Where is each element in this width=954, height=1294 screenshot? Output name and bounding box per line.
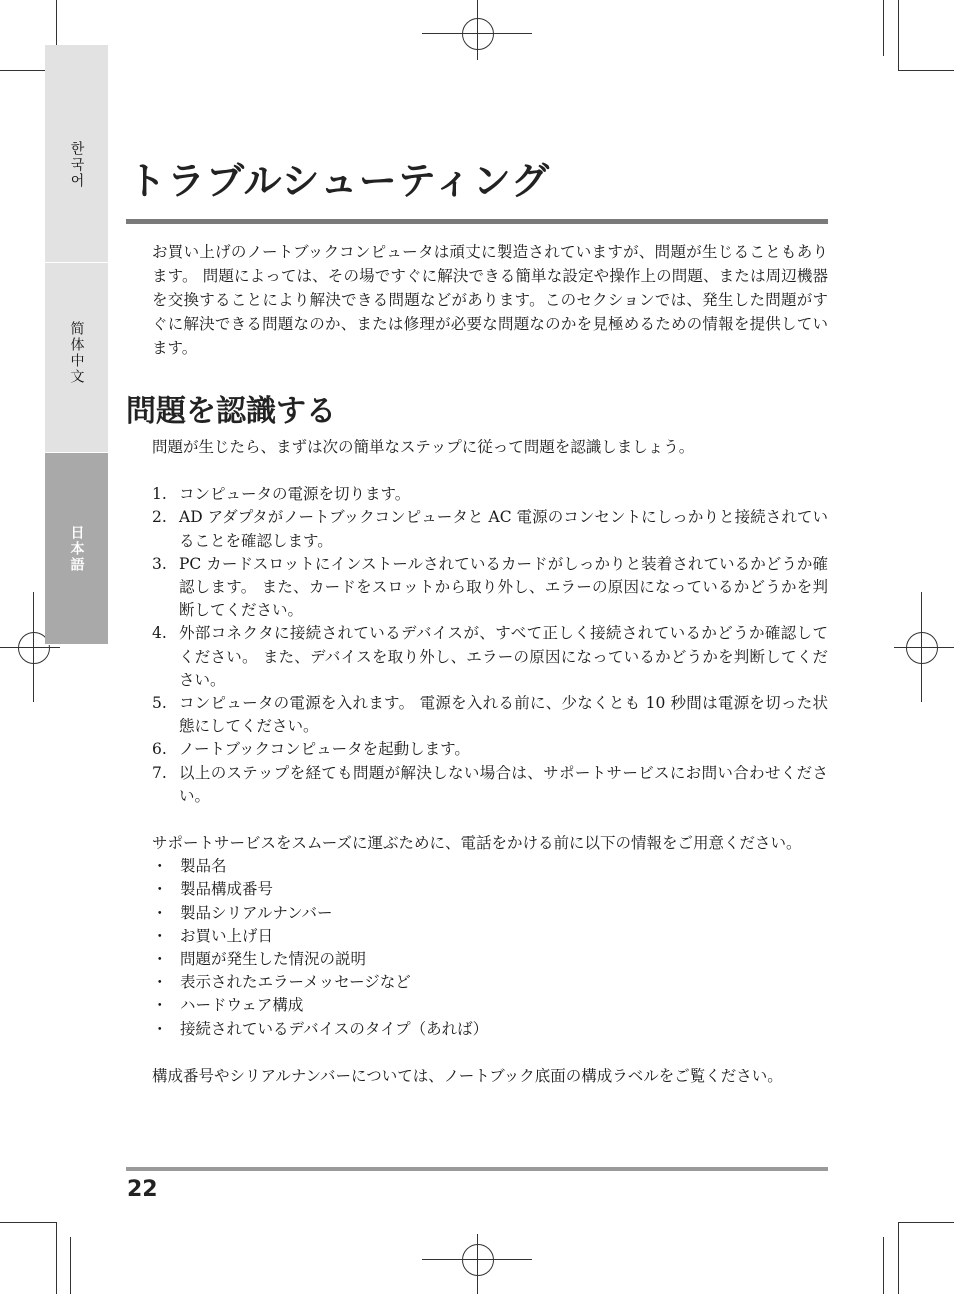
- closing-paragraph: 構成番号やシリアルナンバーについては、ノートブック底面の構成ラベルをご覧ください。: [152, 1066, 783, 1085]
- list-item: [152, 994, 828, 1017]
- crop-mark: [898, 70, 954, 71]
- step-text: コンピュータの電源を切ります。: [179, 485, 411, 504]
- intro-block: [152, 240, 828, 360]
- required-info-list: [152, 855, 828, 1041]
- crop-mark: [56, 1222, 57, 1294]
- bullet-icon: ・: [152, 857, 168, 876]
- language-tab-label: 日本語: [68, 525, 85, 573]
- list-item: [152, 855, 828, 878]
- registration-mark: [462, 1244, 494, 1276]
- list-item-text: お買い上げ日: [180, 926, 274, 945]
- list-item-text: 製品名: [180, 857, 227, 876]
- step-text: PC カードスロットにインストールされているカードがしっかりと装着されているかどうか確認します。 また、カードをスロットから取り外し、エラーの原因になっているかどうかを判断してください。: [179, 554, 828, 620]
- step-item: [152, 692, 828, 738]
- crop-mark: [0, 1222, 56, 1223]
- step-number: 5.: [152, 694, 167, 713]
- list-item: [152, 878, 828, 901]
- step-item: [152, 762, 828, 808]
- language-tab-chinese[interactable]: [45, 263, 108, 453]
- step-text: AD アダプタがノートブックコンピュータと AC 電源のコンセントにしっかりと接続されていることを確認します。: [179, 508, 828, 550]
- registration-mark: [0, 647, 60, 648]
- registration-mark: [477, 1234, 478, 1294]
- step-text: 以上のステップを経ても問題が解決しない場合は、サポートサービスにお問い合わせください。: [179, 763, 828, 805]
- footer-divider: [126, 1167, 828, 1171]
- bullet-icon: ・: [152, 950, 168, 969]
- list-item-text: 製品構成番号: [180, 880, 274, 899]
- step-number: 4.: [152, 624, 167, 643]
- registration-mark: [906, 632, 938, 664]
- step-text: コンピュータの電源を入れます。 電源を入れる前に、少なくとも 10 秒間は電源を切った状態にしてください。: [179, 694, 828, 736]
- registration-mark: [894, 647, 954, 648]
- crop-mark: [898, 0, 899, 70]
- crop-mark: [898, 1222, 954, 1223]
- list-item: [152, 1018, 828, 1041]
- bullet-icon: ・: [152, 903, 168, 922]
- step-item: [152, 506, 828, 552]
- step-text: 外部コネクタに接続されているデバイスが、すべて正しく接続されているかどうか確認してください。 また、デバイスを取り外し、エラーの原因になっているかどうかを判断してください。: [179, 624, 828, 689]
- list-item-text: 表示されたエラーメッセージなど: [180, 973, 411, 992]
- title-divider: [126, 219, 828, 224]
- step-number: 3.: [152, 554, 167, 573]
- page-number: 22: [127, 1177, 158, 1202]
- section-heading: 問題を認識する: [126, 394, 336, 429]
- bullet-icon: ・: [152, 996, 168, 1015]
- step-number: 1.: [152, 485, 167, 504]
- list-item: [152, 971, 828, 994]
- list-item: [152, 925, 828, 948]
- list-item: [152, 948, 828, 971]
- list-item-text: ハードウェア構成: [180, 996, 304, 1015]
- language-tab-korean[interactable]: [45, 45, 108, 263]
- language-tab-label: 한국어: [68, 141, 85, 189]
- bullet-icon: ・: [152, 880, 168, 899]
- bullet-icon: ・: [152, 1019, 168, 1038]
- step-text: ノートブックコンピュータを起動します。: [179, 740, 470, 759]
- registration-mark: [477, 0, 478, 60]
- list-item-text: 製品シリアルナンバー: [180, 903, 333, 922]
- registration-mark: [921, 592, 922, 702]
- crop-mark: [883, 1237, 884, 1294]
- language-tab-japanese[interactable]: [45, 453, 108, 645]
- page-title: トラブルシューティング: [128, 159, 550, 203]
- list-item: [152, 902, 828, 925]
- steps-list: [152, 483, 828, 808]
- bullet-icon: ・: [152, 973, 168, 992]
- language-tab-label: 简体中文: [68, 321, 85, 385]
- section-body: [152, 436, 828, 1088]
- language-tabs: [45, 45, 108, 645]
- step-number: 7.: [152, 763, 167, 782]
- registration-mark: [33, 592, 34, 702]
- step-number: 6.: [152, 740, 167, 759]
- registration-mark: [462, 18, 494, 50]
- crop-mark: [883, 0, 884, 56]
- crop-mark: [898, 1222, 899, 1294]
- support-intro: サポートサービスをスムーズに運ぶために、電話をかける前に以下の情報をご用意ください。: [152, 834, 802, 853]
- step-number: 2.: [152, 508, 167, 527]
- intro-paragraph: お買い上げのノートブックコンピュータは頑丈に製造されていますが、問題が生じることもあります。 問題によっては、その場ですぐに解決できる簡単な設定や操作上の問題、または周辺機器を交換することにより解決できる問題などがあります。このセクションでは、発生した問題がすぐに解決できる問題なのか、または修理が必要な問題なのかを見極めるための情報を提供しています。: [152, 243, 829, 357]
- step-item: [152, 553, 828, 623]
- bullet-icon: ・: [152, 926, 168, 945]
- list-item-text: 問題が発生した情況の説明: [180, 950, 367, 969]
- step-item: [152, 483, 828, 506]
- section-lead: 問題が生じたら、まずは次の簡単なステップに従って問題を認識しましょう。: [152, 438, 695, 456]
- list-item-text: 接続されているデバイスのタイプ（あれば）: [180, 1019, 489, 1038]
- crop-mark: [70, 1237, 71, 1294]
- step-item: [152, 738, 828, 761]
- step-item: [152, 622, 828, 692]
